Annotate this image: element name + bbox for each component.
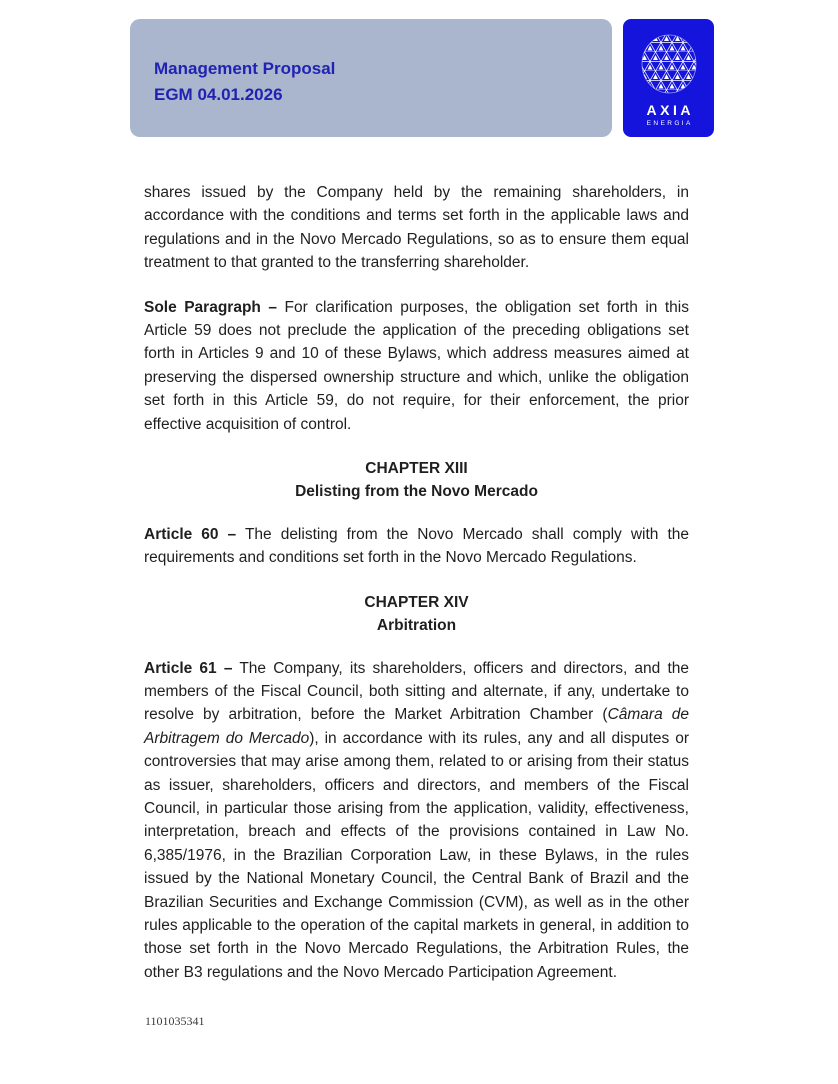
paragraph-shares: shares issued by the Company held by the remaining shareholders, in accordance with the conditions and terms set forth in the applicable laws and regulations and in the Novo Mercado Regulations, so as to ensure them equal treatment to that granted to the transferring shareholder. <box>144 184 689 272</box>
chapter-14-title: CHAPTER XIV <box>364 593 469 611</box>
paragraph-article-61 <box>144 657 689 985</box>
article-60-label: Article 60 – <box>144 525 237 543</box>
article-61-label: Article 61 – <box>144 659 233 677</box>
chapter-13-title: CHAPTER XIII <box>365 460 468 478</box>
chapter-13-subtitle: Delisting from the Novo Mercado <box>295 483 538 501</box>
document-body <box>144 181 689 1005</box>
company-logo <box>623 19 714 137</box>
document-title: Management Proposal <box>154 59 336 78</box>
document-subtitle: EGM 04.01.2026 <box>154 85 283 104</box>
article-61-text-after-italic: ), in accordance with its rules, any and all disputes or controversies that may arise among them, related to or arising from their status as issuer, shareholders, officers and directors, and members of the Fiscal Council, in particular those arising from the application, validity, effectiveness, interpretation, breach and effects of the provisions contained in Law No. 6,385/1976, in the Brazilian Corporation Law, in these Bylaws, in the rules issued by the National Monetary Council, the Central Bank of Brazil and the Brazilian Securities and Exchange Commission (CVM), as well as in the other rules applicable to the operation of the capital markets in general, in addition to those set forth in the Novo Mercado Regulations, the Arbitration Rules, the other B3 regulations and the Novo Mercado Participation Agreement. <box>144 729 689 981</box>
sole-paragraph-label: Sole Paragraph – <box>144 298 277 316</box>
article-61-italic-term: Câmara de Arbitragem do Mercado <box>144 706 689 747</box>
geodesic-globe-icon <box>639 33 699 99</box>
chapter-13-heading <box>144 457 689 504</box>
brand-subname: ENERGIA <box>646 120 693 127</box>
header-title-block <box>154 56 612 108</box>
article-61-text-before-italic: The Company, its shareholders, officers and directors, and the members of the Fiscal Council, both sitting and alternate, if any, undertake to resolve by arbitration, before the Market Arbitration Chamber ( <box>144 659 689 724</box>
article-60-text: The delisting from the Novo Mercado shall comply with the requirements and conditions set forth in the Novo Mercado Regulations. <box>144 525 690 567</box>
sole-paragraph-text: For clarification purposes, the obligation set forth in this Article 59 does not preclude the application of the preceding obligations set forth in Articles 9 and 10 of these Bylaws, which address measures aimed at preserving the dispersed ownership structure and which, unlike the obligation set forth in this Article 59, do not require, for their enforcement, the prior effective acquisition of control. <box>144 298 690 433</box>
paragraph-article-60 <box>144 523 689 570</box>
page-header <box>130 19 714 137</box>
brand-name: AXIA <box>646 102 694 118</box>
chapter-14-subtitle: Arbitration <box>376 617 457 635</box>
chapter-14-heading <box>144 591 689 638</box>
footer-document-number: 1101035341 <box>145 1014 205 1028</box>
header-banner <box>130 19 612 137</box>
paragraph-sole <box>144 296 689 436</box>
